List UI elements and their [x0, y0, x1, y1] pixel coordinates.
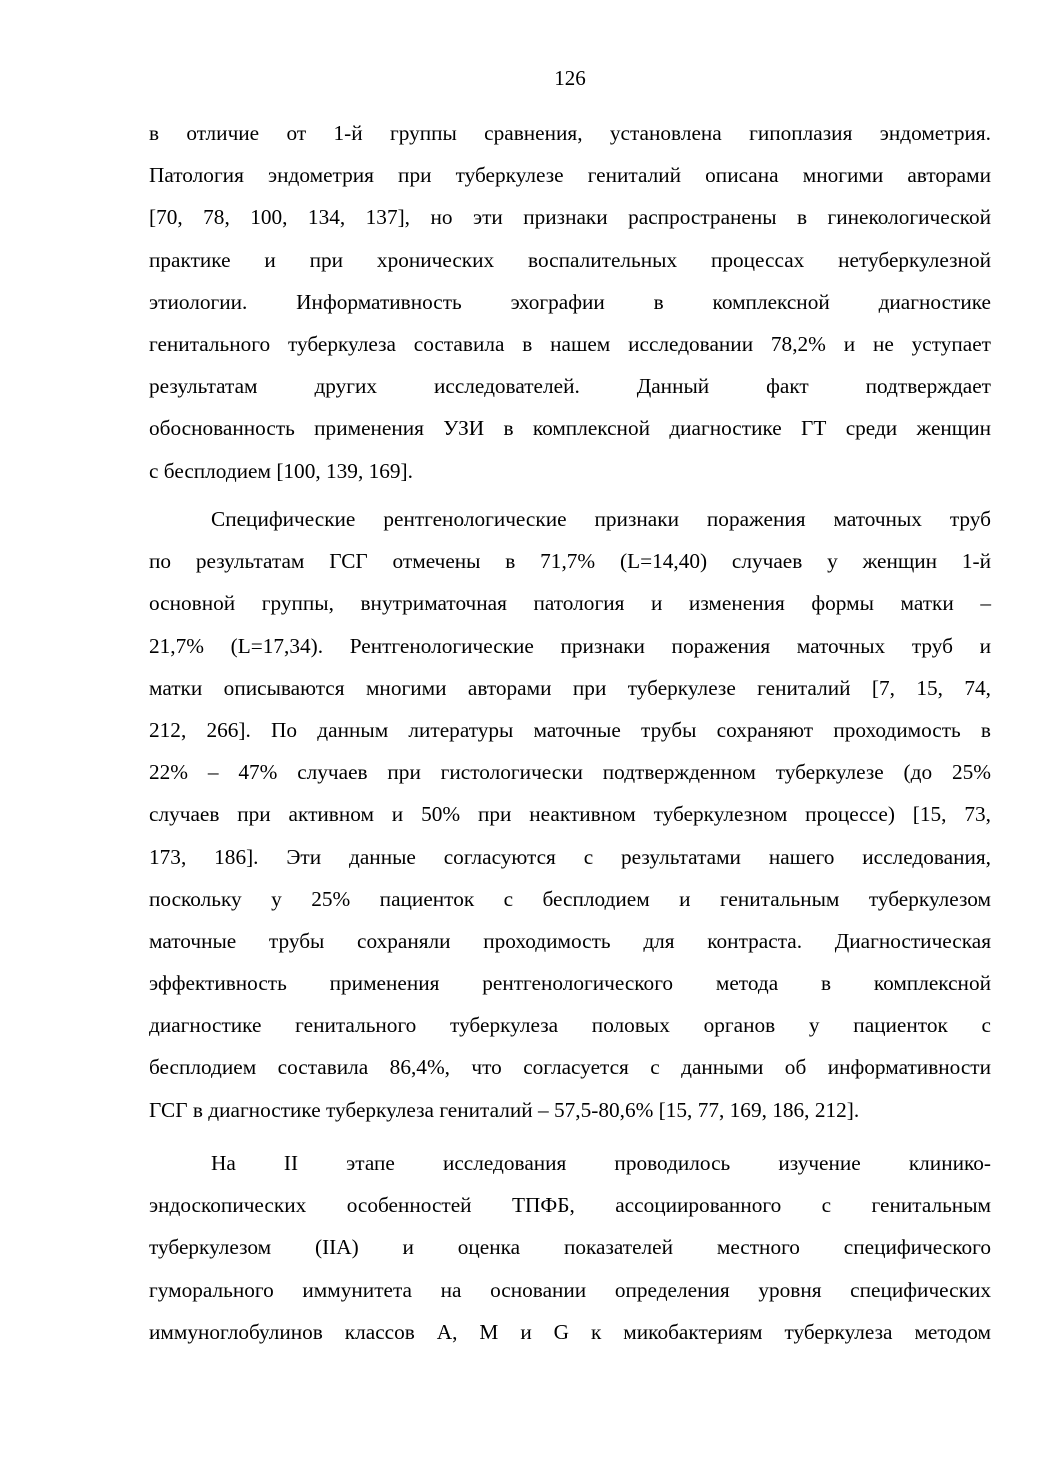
paragraph-line: маточные трубы сохраняли проходимость для контраста. Диагностическая	[149, 928, 991, 953]
paragraph-line: 212, 266]. По данным литературы маточные трубы сохраняют проходимость в	[149, 717, 991, 742]
paragraph-line: Специфические рентгенологические признаки поражения маточных труб	[211, 507, 991, 531]
page-number: 126	[554, 66, 586, 90]
paragraph-line: Патология эндометрия при туберкулезе гениталий описана многими авторами	[149, 163, 991, 188]
paragraph-2	[149, 498, 991, 1131]
paragraph-line: На II этапе исследования проводилось изучение клинико-	[211, 1151, 991, 1175]
paragraph-line: в отличие от 1-й группы сравнения, установлена гипоплазия эндометрия.	[149, 121, 991, 145]
paragraph-line: результатам других исследователей. Данный факт подтверждает	[149, 374, 991, 399]
paragraph-line: по результатам ГСГ отмечены в 71,7% (L=14,40) случаев у женщин 1-й	[149, 549, 991, 574]
paragraph-line: генитального туберкулеза составила в нашем исследовании 78,2% и не уступает	[149, 331, 991, 356]
paragraph-line: иммуноглобулинов классов A, M и G к микобактериям туберкулеза методом	[149, 1319, 991, 1344]
paragraph-1	[149, 112, 991, 492]
paragraph-line: обоснованность применения УЗИ в комплексной диагностике ГТ среди женщин	[149, 416, 991, 441]
paragraph-line: диагностике генитального туберкулеза половых органов у пациенток с	[149, 1013, 991, 1038]
paragraph-line: 22% – 47% случаев при гистологически подтвержденном туберкулезе (до 25%	[149, 760, 991, 785]
paragraph-line: этиологии. Информативность эхографии в комплексной диагностике	[149, 289, 991, 314]
paragraph-line: матки описываются многими авторами при туберкулезе гениталий [7, 15, 74,	[149, 675, 991, 700]
paragraph-line: туберкулезом (IIA) и оценка показателей местного специфического	[149, 1235, 991, 1260]
paragraph-line: основной группы, внутриматочная патология и изменения формы матки –	[149, 591, 991, 616]
paragraph-line: [70, 78, 100, 134, 137], но эти признаки распространены в гинекологической	[149, 205, 991, 230]
paragraph-line: 173, 186]. Эти данные согласуются с результатами нашего исследования,	[149, 844, 991, 869]
paragraph-line: бесплодием составила 86,4%, что согласуется с данными об информативности	[149, 1055, 991, 1080]
paragraph-line: ГСГ в диагностике туберкулеза гениталий – 57,5-80,6% [15, 77, 169, 186, 212].	[149, 1097, 860, 1122]
paragraph-line: практике и при хронических воспалительных процессах нетуберкулезной	[149, 247, 991, 272]
paragraph-3	[149, 1142, 991, 1353]
paragraph-line: с бесплодием [100, 139, 169].	[149, 458, 413, 483]
paragraph-line: гуморального иммунитета на основании определения уровня специфических	[149, 1277, 991, 1302]
paragraph-line: эффективность применения рентгенологического метода в комплексной	[149, 971, 991, 996]
paragraph-line: 21,7% (L=17,34). Рентгенологические признаки поражения маточных труб и	[149, 633, 991, 658]
paragraph-line: эндоскопических особенностей ТПФБ, ассоциированного с генитальным	[149, 1193, 991, 1218]
paragraph-line: случаев при активном и 50% при неактивном туберкулезном процессе) [15, 73,	[149, 802, 991, 827]
paragraph-line: поскольку у 25% пациенток с бесплодием и генитальным туберкулезом	[149, 886, 991, 911]
